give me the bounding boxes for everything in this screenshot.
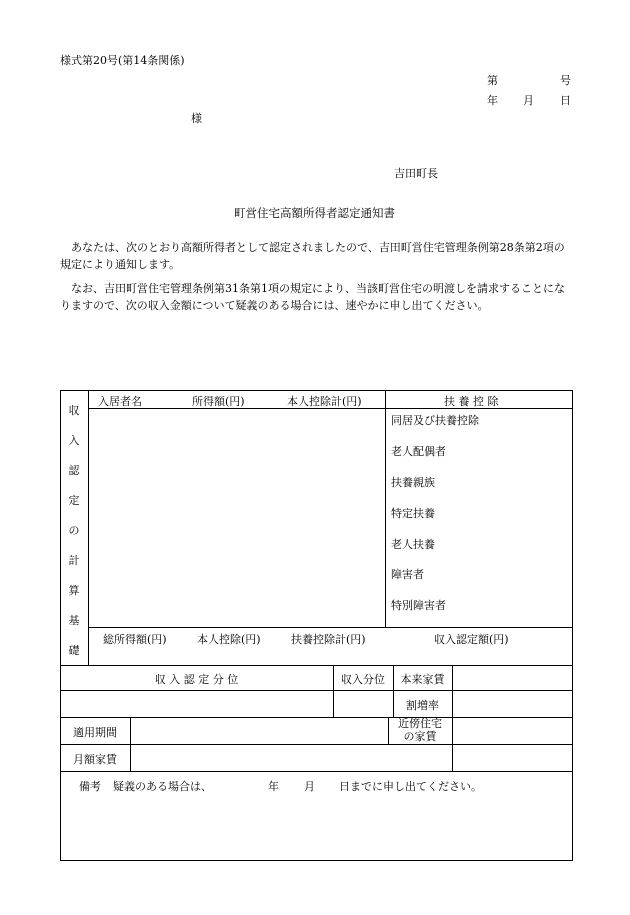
income-bracket-label: 収入分位 <box>341 673 385 686</box>
addressee-suffix: 様 <box>191 112 202 125</box>
self-deduction-label: 本人控除(円) <box>197 633 261 646</box>
remarks-text: 疑義のある場合は、 <box>113 780 212 793</box>
body-paragraph-2: なお、吉田町営住宅管理条例第31条第1項の規定により、当該町営住宅の明渡しを請求することになりますので、次の収入金額について疑義のある場合には、速やかに申し出てください。 <box>60 282 565 312</box>
total-income-label: 総所得額(円) <box>103 633 167 646</box>
document-title: 町営住宅高額所得者認定通知書 <box>234 206 395 220</box>
date-year: 年 <box>487 94 498 107</box>
remarks-label: 備考 <box>79 780 101 793</box>
period-label: 適用期間 <box>73 726 117 739</box>
dependent-total-label: 扶養控除計(円) <box>291 633 366 646</box>
certified-income-label: 収入認定額(円) <box>434 633 509 646</box>
deduction-item: 老人扶養 <box>391 538 435 551</box>
deduction-item: 特定扶養 <box>391 507 435 520</box>
monthly-rent-label: 月額家賃 <box>73 753 117 766</box>
col-dependent-deduction: 扶 養 控 除 <box>444 395 499 408</box>
issuer-name: 吉田町長 <box>394 167 438 180</box>
col-resident-name: 入居者名 <box>98 395 142 408</box>
deduction-item: 同居及び扶養控除 <box>391 414 479 427</box>
date-day: 日 <box>560 94 571 107</box>
col-income: 所得額(円) <box>192 395 245 408</box>
date-month: 月 <box>523 94 534 107</box>
col-self-deduction-total: 本人控除計(円) <box>287 395 362 408</box>
deduction-item: 老人配偶者 <box>391 445 446 458</box>
nearby-rent-label: 近傍住宅 の家賃 <box>398 717 442 743</box>
body-paragraph-1: あなたは、次のとおり高額所得者として認定されましたので、吉田町営住宅管理条例第28条第2項の規定により通知します。 <box>60 241 565 271</box>
income-class-label: 収 入 認 定 分 位 <box>154 673 239 686</box>
surcharge-rate-label: 割増率 <box>406 699 439 712</box>
deduction-item: 扶養親族 <box>391 476 435 489</box>
number-prefix: 第 <box>487 74 498 87</box>
remarks-month: 月 <box>304 780 315 793</box>
side-label: 収 入 認 定 の 計 算 基 礎 <box>68 404 80 657</box>
number-suffix: 号 <box>560 74 571 87</box>
base-rent-label: 本来家賃 <box>400 673 445 686</box>
deduction-item: 障害者 <box>391 568 424 581</box>
form-number: 様式第20号(第14条関係) <box>60 54 185 67</box>
deduction-item: 特別障害者 <box>391 599 446 612</box>
remarks-deadline: 日までに申し出てください。 <box>339 780 482 793</box>
remarks-year: 年 <box>268 780 279 793</box>
